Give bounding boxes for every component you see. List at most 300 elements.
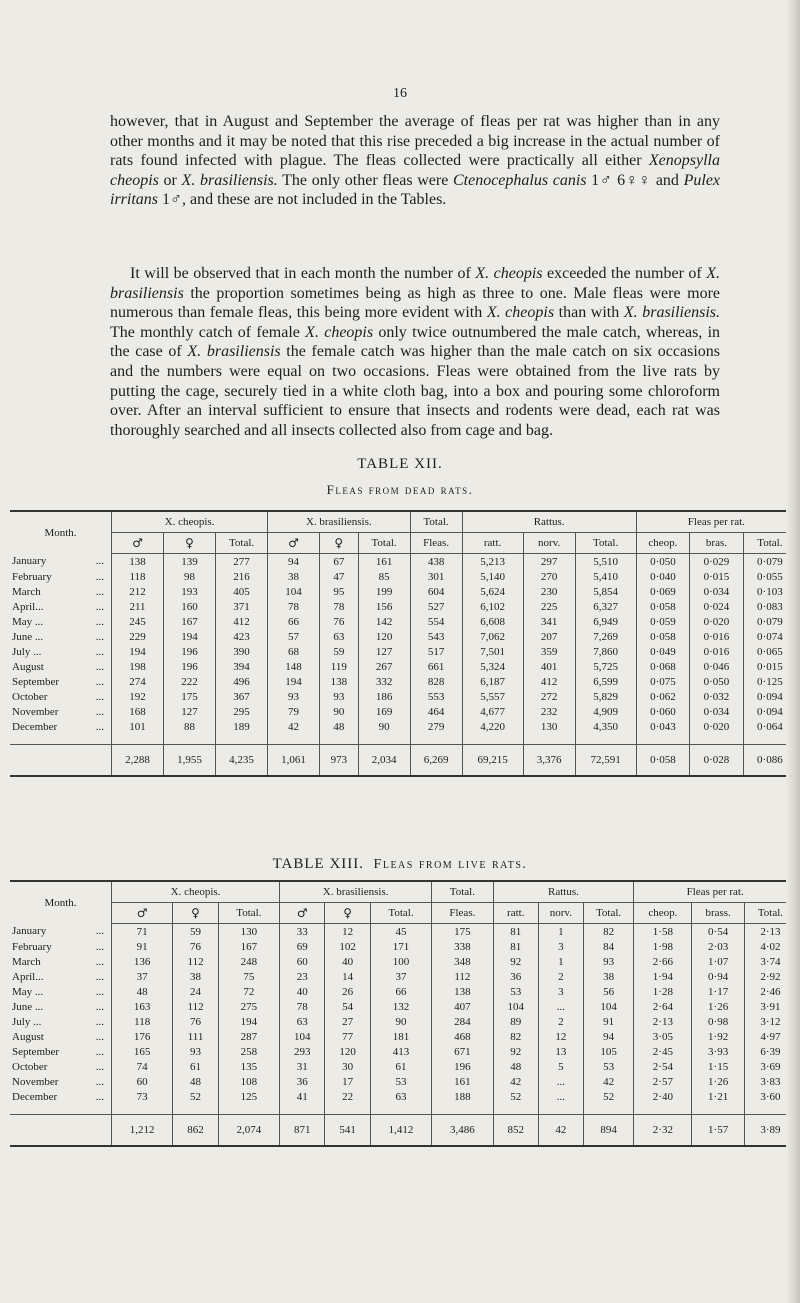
month-cell bbox=[10, 644, 112, 659]
data-cell: 66 bbox=[370, 984, 431, 999]
spacer-cell bbox=[173, 1104, 218, 1115]
data-cell: 63 bbox=[280, 1014, 325, 1029]
month-cell bbox=[10, 1074, 112, 1089]
table-row bbox=[10, 1074, 796, 1089]
data-cell: 53 bbox=[583, 1059, 634, 1074]
p1-text: 1♂ 6♀♀ and bbox=[586, 171, 684, 189]
leader-dots: ... bbox=[95, 645, 104, 658]
data-cell: 0·98 bbox=[692, 1014, 745, 1029]
data-cell: 232 bbox=[523, 704, 575, 719]
data-cell: 295 bbox=[216, 704, 268, 719]
data-cell: 0·015 bbox=[690, 569, 744, 584]
data-cell: 91 bbox=[112, 939, 173, 954]
month-label: May ... bbox=[12, 985, 44, 998]
data-cell: 3·12 bbox=[744, 1014, 796, 1029]
data-cell: 52 bbox=[173, 1089, 218, 1104]
data-cell: 4,350 bbox=[575, 719, 636, 734]
data-cell: 0·046 bbox=[690, 659, 744, 674]
data-cell: 0·94 bbox=[692, 969, 745, 984]
data-cell: 0·050 bbox=[636, 554, 690, 570]
data-cell: 189 bbox=[216, 719, 268, 734]
p2-species: X. brasiliensis. bbox=[623, 304, 721, 322]
data-cell: 84 bbox=[583, 939, 634, 954]
leader-dots: ... bbox=[95, 1075, 104, 1088]
leader-dots: ... bbox=[95, 630, 104, 643]
data-cell: 100 bbox=[370, 954, 431, 969]
month-label: January bbox=[12, 925, 47, 938]
p2-text: than with bbox=[554, 304, 624, 322]
header-fleas-per-rat: Fleas per rat. bbox=[634, 881, 796, 903]
p2-species: X. cheopis bbox=[475, 265, 543, 282]
data-cell: 413 bbox=[370, 1044, 431, 1059]
page-number: 16 bbox=[393, 86, 407, 101]
data-cell: 41 bbox=[280, 1089, 325, 1104]
data-cell: 130 bbox=[523, 719, 575, 734]
data-cell: 148 bbox=[268, 659, 320, 674]
data-cell: 127 bbox=[164, 704, 216, 719]
paragraph-1 bbox=[110, 112, 720, 210]
month-cell bbox=[10, 1059, 112, 1074]
data-cell: 59 bbox=[320, 644, 359, 659]
data-cell: 17 bbox=[325, 1074, 370, 1089]
subheader-cell: Total. bbox=[358, 533, 410, 554]
data-cell: 48 bbox=[493, 1059, 538, 1074]
data-cell: 88 bbox=[164, 719, 216, 734]
data-cell: 167 bbox=[164, 614, 216, 629]
data-cell: 0·103 bbox=[743, 584, 796, 599]
leader-dots: ... bbox=[95, 675, 104, 688]
data-cell: 0·060 bbox=[636, 704, 690, 719]
data-cell: 74 bbox=[112, 1059, 173, 1074]
data-cell: 188 bbox=[432, 1089, 493, 1104]
data-cell: 82 bbox=[583, 924, 634, 940]
data-cell: 23 bbox=[280, 969, 325, 984]
data-cell: 120 bbox=[358, 629, 410, 644]
data-cell: 33 bbox=[280, 924, 325, 940]
data-cell: 194 bbox=[112, 644, 164, 659]
data-cell: 78 bbox=[280, 999, 325, 1014]
data-cell: 93 bbox=[583, 954, 634, 969]
data-cell: 0·094 bbox=[743, 689, 796, 704]
data-cell: 248 bbox=[218, 954, 279, 969]
data-cell: 297 bbox=[523, 554, 575, 570]
data-cell: 3·60 bbox=[744, 1089, 796, 1104]
total-cell: 1,061 bbox=[268, 745, 320, 777]
data-cell: 30 bbox=[325, 1059, 370, 1074]
data-cell: 76 bbox=[173, 939, 218, 954]
data-cell: 2·54 bbox=[634, 1059, 692, 1074]
table-row bbox=[10, 674, 796, 689]
data-cell: 0·049 bbox=[636, 644, 690, 659]
data-cell: 169 bbox=[358, 704, 410, 719]
table-row bbox=[10, 584, 796, 599]
data-cell: 604 bbox=[410, 584, 462, 599]
header-month: Month. bbox=[10, 881, 112, 924]
data-cell: 496 bbox=[216, 674, 268, 689]
total-cell: 852 bbox=[493, 1115, 538, 1147]
leader-dots: ... bbox=[95, 1030, 104, 1043]
subheader-cell: Total. bbox=[218, 903, 279, 924]
spacer-row bbox=[10, 1104, 796, 1115]
data-cell: 160 bbox=[164, 599, 216, 614]
table-row bbox=[10, 659, 796, 674]
data-cell: 207 bbox=[523, 629, 575, 644]
data-cell: 348 bbox=[432, 954, 493, 969]
data-cell: 279 bbox=[410, 719, 462, 734]
month-label: January bbox=[12, 555, 47, 568]
data-cell: 14 bbox=[325, 969, 370, 984]
data-cell: 94 bbox=[268, 554, 320, 570]
month-label: June ... bbox=[12, 1000, 44, 1013]
data-cell: 1·28 bbox=[634, 984, 692, 999]
data-cell: 4,909 bbox=[575, 704, 636, 719]
leader-dots: ... bbox=[95, 1000, 104, 1013]
data-cell: 71 bbox=[112, 924, 173, 940]
p2-species: X. brasiliensis bbox=[187, 343, 281, 361]
data-cell: 412 bbox=[523, 674, 575, 689]
spacer-cell bbox=[358, 734, 410, 745]
data-cell: 59 bbox=[173, 924, 218, 940]
data-cell: 104 bbox=[280, 1029, 325, 1044]
data-cell: 161 bbox=[358, 554, 410, 570]
table-row bbox=[10, 614, 796, 629]
leader-dots: ... bbox=[95, 970, 104, 983]
data-cell: 0·54 bbox=[692, 924, 745, 940]
data-cell: 42 bbox=[583, 1074, 634, 1089]
month-label: July ... bbox=[12, 645, 42, 658]
data-cell: 194 bbox=[268, 674, 320, 689]
month-label: October bbox=[12, 690, 48, 703]
table-13-title: TABLE XIII. bbox=[272, 856, 365, 872]
data-cell: 4·97 bbox=[744, 1029, 796, 1044]
p1-species: X. brasiliensis. bbox=[181, 171, 278, 189]
data-cell: 1·92 bbox=[692, 1029, 745, 1044]
data-cell: 216 bbox=[216, 569, 268, 584]
month-label: November bbox=[12, 705, 59, 718]
data-cell: 54 bbox=[325, 999, 370, 1014]
data-cell: 7,269 bbox=[575, 629, 636, 644]
subheader-cell: Fleas. bbox=[432, 903, 493, 924]
p2-text: exceeded the number of bbox=[542, 265, 707, 282]
data-cell: 175 bbox=[432, 924, 493, 940]
page-edge-shadow bbox=[786, 0, 800, 1303]
data-cell: 12 bbox=[325, 924, 370, 940]
data-cell: 464 bbox=[410, 704, 462, 719]
data-cell: 167 bbox=[218, 939, 279, 954]
data-cell: 367 bbox=[216, 689, 268, 704]
month-label: February bbox=[12, 940, 52, 953]
subheader-cell: bras. bbox=[690, 533, 744, 554]
data-cell: 138 bbox=[320, 674, 359, 689]
spacer-cell bbox=[112, 734, 164, 745]
totals-label-cell bbox=[10, 745, 112, 777]
data-cell: 81 bbox=[493, 924, 538, 940]
data-cell: 4·02 bbox=[744, 939, 796, 954]
table-row bbox=[10, 629, 796, 644]
data-cell: 90 bbox=[320, 704, 359, 719]
data-cell: 76 bbox=[173, 1014, 218, 1029]
p2-species: X. brasiliensis bbox=[110, 265, 721, 302]
data-cell: 390 bbox=[216, 644, 268, 659]
total-cell: 2,034 bbox=[358, 745, 410, 777]
total-cell: 2,288 bbox=[112, 745, 164, 777]
data-cell: 0·020 bbox=[690, 614, 744, 629]
leader-dots: ... bbox=[95, 600, 104, 613]
month-label: August bbox=[12, 1030, 44, 1043]
data-cell: 3·74 bbox=[744, 954, 796, 969]
table-row bbox=[10, 984, 796, 999]
subheader-cell: ratt. bbox=[493, 903, 538, 924]
data-cell: 171 bbox=[370, 939, 431, 954]
data-cell: 6·39 bbox=[744, 1044, 796, 1059]
data-cell: 0·079 bbox=[743, 614, 796, 629]
data-cell: 6,949 bbox=[575, 614, 636, 629]
data-cell: 104 bbox=[583, 999, 634, 1014]
data-cell: 423 bbox=[216, 629, 268, 644]
data-cell: 38 bbox=[583, 969, 634, 984]
data-cell: 69 bbox=[280, 939, 325, 954]
table-row bbox=[10, 644, 796, 659]
data-cell: 0·050 bbox=[690, 674, 744, 689]
data-cell: 0·079 bbox=[743, 554, 796, 570]
data-cell: 24 bbox=[173, 984, 218, 999]
data-cell: 76 bbox=[320, 614, 359, 629]
subheader-cell: ♂ bbox=[280, 903, 325, 924]
data-cell: 1·58 bbox=[634, 924, 692, 940]
data-cell: 543 bbox=[410, 629, 462, 644]
data-cell: 0·040 bbox=[636, 569, 690, 584]
header-month: Month. bbox=[10, 511, 112, 554]
data-cell: 119 bbox=[320, 659, 359, 674]
month-label: February bbox=[12, 570, 52, 583]
total-cell: 69,215 bbox=[462, 745, 523, 777]
leader-dots: ... bbox=[95, 1090, 104, 1103]
data-cell: 136 bbox=[112, 954, 173, 969]
data-cell: 7,860 bbox=[575, 644, 636, 659]
leader-dots: ... bbox=[95, 570, 104, 583]
data-cell: 98 bbox=[164, 569, 216, 584]
data-cell: 3·05 bbox=[634, 1029, 692, 1044]
data-cell: 92 bbox=[493, 954, 538, 969]
data-cell: 82 bbox=[493, 1029, 538, 1044]
subheader-cell: ratt. bbox=[462, 533, 523, 554]
data-cell: 13 bbox=[538, 1044, 583, 1059]
table-row bbox=[10, 939, 796, 954]
data-cell: 287 bbox=[218, 1029, 279, 1044]
subheader-cell: norv. bbox=[523, 533, 575, 554]
month-cell bbox=[10, 584, 112, 599]
data-cell: 407 bbox=[432, 999, 493, 1014]
data-cell: 138 bbox=[112, 554, 164, 570]
data-cell: 0·058 bbox=[636, 599, 690, 614]
month-cell bbox=[10, 1014, 112, 1029]
data-cell: 95 bbox=[320, 584, 359, 599]
data-cell: 0·064 bbox=[743, 719, 796, 734]
data-cell: 468 bbox=[432, 1029, 493, 1044]
header-cheopis: X. cheopis. bbox=[112, 881, 280, 903]
data-cell: ... bbox=[538, 1089, 583, 1104]
month-cell bbox=[10, 1029, 112, 1044]
data-cell: 1·98 bbox=[634, 939, 692, 954]
total-cell: 973 bbox=[320, 745, 359, 777]
data-cell: 0·083 bbox=[743, 599, 796, 614]
data-cell: 1·26 bbox=[692, 1074, 745, 1089]
data-cell: 4,677 bbox=[462, 704, 523, 719]
data-cell: 192 bbox=[112, 689, 164, 704]
table-row bbox=[10, 1059, 796, 1074]
data-cell: 5,557 bbox=[462, 689, 523, 704]
header-total: Total. bbox=[432, 881, 493, 903]
subheader-cell: ♂ bbox=[112, 903, 173, 924]
subheader-cell: Total. bbox=[743, 533, 796, 554]
data-cell: 186 bbox=[358, 689, 410, 704]
data-cell: 139 bbox=[164, 554, 216, 570]
total-cell: 3,376 bbox=[523, 745, 575, 777]
data-cell: 211 bbox=[112, 599, 164, 614]
leader-dots: ... bbox=[95, 585, 104, 598]
data-cell: 553 bbox=[410, 689, 462, 704]
header-brasiliensis: X. brasiliensis. bbox=[268, 511, 411, 533]
subheader-cell: cheop. bbox=[636, 533, 690, 554]
spacer-cell bbox=[583, 1104, 634, 1115]
data-cell: 359 bbox=[523, 644, 575, 659]
data-cell: 6,187 bbox=[462, 674, 523, 689]
table-row bbox=[10, 999, 796, 1014]
month-cell bbox=[10, 939, 112, 954]
data-cell: 45 bbox=[370, 924, 431, 940]
data-cell: 274 bbox=[112, 674, 164, 689]
data-cell: 53 bbox=[370, 1074, 431, 1089]
subheader-cell: Total. bbox=[370, 903, 431, 924]
leader-dots: ... bbox=[95, 705, 104, 718]
table-12 bbox=[10, 510, 796, 777]
data-cell: 104 bbox=[493, 999, 538, 1014]
data-cell: 4,220 bbox=[462, 719, 523, 734]
data-cell: 1·15 bbox=[692, 1059, 745, 1074]
data-cell: 0·024 bbox=[690, 599, 744, 614]
table-row bbox=[10, 954, 796, 969]
data-cell: 196 bbox=[432, 1059, 493, 1074]
data-cell: 63 bbox=[320, 629, 359, 644]
table-row bbox=[10, 689, 796, 704]
data-cell: 222 bbox=[164, 674, 216, 689]
data-cell: 93 bbox=[173, 1044, 218, 1059]
data-cell: 111 bbox=[173, 1029, 218, 1044]
month-cell bbox=[10, 1089, 112, 1104]
data-cell: 5 bbox=[538, 1059, 583, 1074]
month-label: June ... bbox=[12, 630, 44, 643]
spacer-cell bbox=[538, 1104, 583, 1115]
data-cell: 193 bbox=[164, 584, 216, 599]
total-cell: 42 bbox=[538, 1115, 583, 1147]
data-cell: 42 bbox=[268, 719, 320, 734]
total-cell: 1,955 bbox=[164, 745, 216, 777]
data-cell: 42 bbox=[493, 1074, 538, 1089]
spacer-cell bbox=[320, 734, 359, 745]
data-cell: 3·69 bbox=[744, 1059, 796, 1074]
data-cell: 0·068 bbox=[636, 659, 690, 674]
subheader-cell: ♀ bbox=[164, 533, 216, 554]
data-cell: 517 bbox=[410, 644, 462, 659]
total-cell: 871 bbox=[280, 1115, 325, 1147]
leader-dots: ... bbox=[95, 985, 104, 998]
data-cell: 181 bbox=[370, 1029, 431, 1044]
data-cell: 104 bbox=[268, 584, 320, 599]
data-cell: 168 bbox=[112, 704, 164, 719]
data-cell: 48 bbox=[320, 719, 359, 734]
leader-dots: ... bbox=[95, 1045, 104, 1058]
p1-species: Xenopsylla cheopis bbox=[110, 152, 720, 189]
data-cell: 6,102 bbox=[462, 599, 523, 614]
data-cell: 301 bbox=[410, 569, 462, 584]
data-cell: 40 bbox=[325, 954, 370, 969]
month-cell bbox=[10, 629, 112, 644]
data-cell: 199 bbox=[358, 584, 410, 599]
data-cell: 27 bbox=[325, 1014, 370, 1029]
month-label: April... bbox=[12, 600, 44, 613]
data-cell: 2·13 bbox=[634, 1014, 692, 1029]
data-cell: 61 bbox=[173, 1059, 218, 1074]
spacer-cell bbox=[462, 734, 523, 745]
data-cell: 527 bbox=[410, 599, 462, 614]
data-cell: 405 bbox=[216, 584, 268, 599]
leader-dots: ... bbox=[95, 555, 104, 568]
data-cell: 284 bbox=[432, 1014, 493, 1029]
subheader-cell: Fleas. bbox=[410, 533, 462, 554]
data-cell: 341 bbox=[523, 614, 575, 629]
data-cell: 112 bbox=[432, 969, 493, 984]
month-cell bbox=[10, 1044, 112, 1059]
data-cell: 68 bbox=[268, 644, 320, 659]
totals-label-cell bbox=[10, 1115, 112, 1147]
table-row bbox=[10, 704, 796, 719]
data-cell: 194 bbox=[218, 1014, 279, 1029]
subheader-cell: ♂ bbox=[268, 533, 320, 554]
spacer-row bbox=[10, 734, 796, 745]
p1-text: 1♂, and these are not included in the Tables. bbox=[158, 191, 447, 209]
data-cell: 176 bbox=[112, 1029, 173, 1044]
data-cell: 225 bbox=[523, 599, 575, 614]
p2-text: only twice outnumbered the male catch, whereas, in the case of bbox=[110, 323, 721, 361]
data-cell: 47 bbox=[320, 569, 359, 584]
subheader-cell: brass. bbox=[692, 903, 745, 924]
total-cell: 541 bbox=[325, 1115, 370, 1147]
data-cell: 371 bbox=[216, 599, 268, 614]
month-cell bbox=[10, 719, 112, 734]
data-cell: 52 bbox=[493, 1089, 538, 1104]
spacer-cell bbox=[692, 1104, 745, 1115]
data-cell: 661 bbox=[410, 659, 462, 674]
p1-text: or bbox=[158, 171, 182, 189]
data-cell: 332 bbox=[358, 674, 410, 689]
data-cell: 3 bbox=[538, 984, 583, 999]
spacer-cell bbox=[493, 1104, 538, 1115]
data-cell: 275 bbox=[218, 999, 279, 1014]
data-cell: 37 bbox=[370, 969, 431, 984]
subheader-cell: ♀ bbox=[320, 533, 359, 554]
p1-text: The only other fleas were bbox=[277, 171, 453, 189]
leader-dots: ... bbox=[95, 690, 104, 703]
data-cell: 1 bbox=[538, 954, 583, 969]
table-row bbox=[10, 554, 796, 570]
month-label: November bbox=[12, 1075, 59, 1088]
data-cell: 1·94 bbox=[634, 969, 692, 984]
data-cell: 40 bbox=[280, 984, 325, 999]
data-cell: 0·016 bbox=[690, 629, 744, 644]
data-cell: 229 bbox=[112, 629, 164, 644]
month-label: December bbox=[12, 720, 58, 733]
month-cell bbox=[10, 554, 112, 570]
